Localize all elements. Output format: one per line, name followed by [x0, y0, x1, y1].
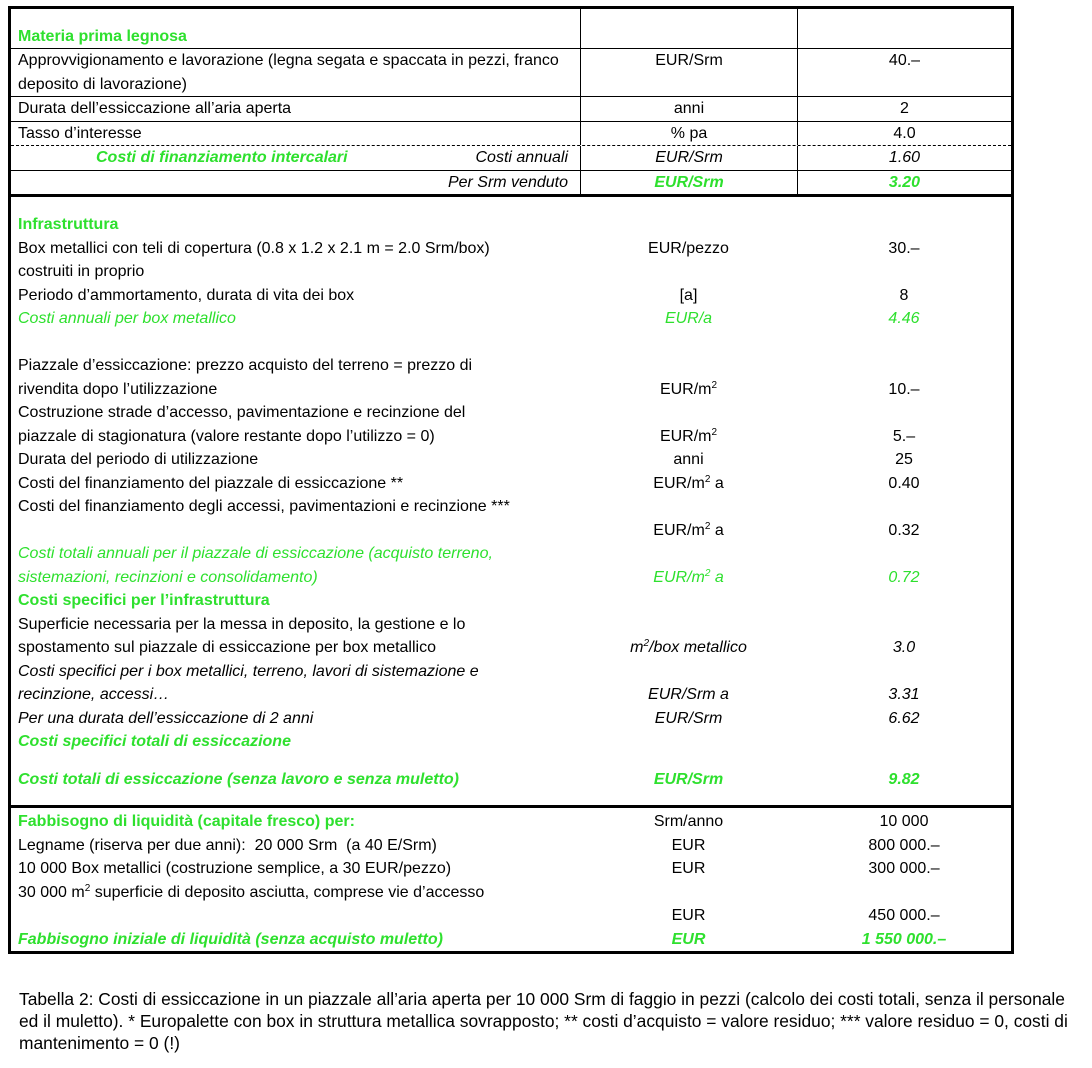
value-cell [797, 213, 1011, 237]
unit-cell [580, 495, 797, 519]
row-unit: EUR/Srm [653, 770, 724, 788]
unit-cell [580, 613, 797, 637]
row-value: 3.31 [888, 686, 920, 703]
row-value: 5.– [892, 427, 916, 445]
section-infrastructure [11, 194, 1011, 805]
row-value: 3.0 [892, 639, 916, 656]
unit-cell [580, 589, 797, 613]
table-caption: Tabella 2: Costi di essiccazione in un piazzale all’aria aperta per 10 000 Srm di faggio in pezzi (calcolo dei costi totali, senza il personale ed il muletto). * Europalette con box in struttura metallica sovrapposto; ** costi d’acquisto = valore residuo; *** valore residuo = 0, costi di mantenimento = 0 (!) [19, 989, 1068, 1053]
unit-text: EUR/m [659, 427, 712, 445]
row-unit: EUR [671, 907, 706, 924]
unit-superscript: 2 [711, 379, 718, 391]
section-heading: Infrastruttura [18, 216, 119, 233]
row-label: spostamento sul piazzale di essiccazione per box metallico [18, 639, 436, 656]
row-unit: EUR/Srm a [648, 686, 729, 703]
row-value: 450 000.– [868, 907, 940, 924]
table-row [11, 707, 1011, 731]
table-row [11, 425, 1011, 449]
table-row [11, 810, 1011, 834]
row-label: rivendita dopo l’utilizzazione [18, 380, 218, 398]
row-unit [580, 472, 797, 496]
value-cell [797, 660, 1011, 684]
section-raw-material [11, 9, 1011, 194]
row-unit: EUR/Srm [580, 146, 797, 170]
row-unit: EUR [671, 836, 706, 854]
table-row [11, 354, 1011, 378]
row-value: 3.20 [797, 171, 1011, 195]
value-cell [797, 9, 1011, 48]
unit-cell [580, 881, 797, 905]
row-label: piazzale di stagionatura (valore restante dopo l’utilizzo = 0) [18, 427, 435, 445]
row-label: Periodo d’ammortamento, durata di vita dei box [18, 286, 355, 304]
financing-label: Costi di finanziamento intercalari [96, 149, 348, 166]
annual-costs-label: Costi annuali [475, 149, 568, 166]
per-srm-sold-label: Per Srm venduto [447, 173, 568, 191]
row-unit [580, 425, 797, 449]
label-cell [11, 904, 580, 928]
table-row [11, 904, 1011, 928]
row-value: 8 [899, 286, 909, 304]
drying-costs-table [8, 6, 1014, 954]
row-label: recinzione, accessi… [18, 686, 170, 703]
unit-superscript: 2 [643, 638, 650, 649]
unit-superscript: 2 [711, 426, 718, 438]
table-row [11, 857, 1011, 881]
value-cell [797, 401, 1011, 425]
row-label: 10 000 Box metallici (costruzione semplice, a 30 EUR/pezzo) [18, 860, 452, 877]
row-label: Costi annuali per box metallico [18, 310, 236, 327]
row-unit: EUR/pezzo [648, 239, 729, 257]
subsection-heading: Costi specifici per l’infrastruttura [18, 592, 270, 609]
row-label: Costi del finanziamento degli accessi, pavimentazioni e recinzione *** [18, 498, 510, 515]
row-unit [580, 378, 797, 402]
section-liquidity [11, 805, 1011, 951]
row-value: 6.62 [888, 709, 920, 727]
row-label: Durata dell’essiccazione all’aria aperta [18, 100, 292, 117]
value-cell [797, 613, 1011, 637]
table-row [11, 566, 1011, 590]
row-value: 4.0 [797, 122, 1011, 146]
spacer [11, 331, 1011, 355]
row-unit: EUR/a [664, 310, 713, 327]
row-value: 25 [895, 451, 913, 468]
table-row [11, 660, 1011, 684]
row-unit: EUR/Srm [580, 171, 797, 195]
table-row [11, 730, 1011, 754]
row-unit: EUR [671, 860, 706, 877]
label-suffix: superficie di deposito asciutta, comprese vie d’accesso [90, 883, 485, 901]
table-row [11, 519, 1011, 543]
unit-cell [580, 260, 797, 284]
label-text: 30 000 m [18, 883, 85, 901]
table-row [11, 472, 1011, 496]
unit-cell [580, 730, 797, 754]
row-label: Costi specifici per i box metallici, terreno, lavori di sistemazione e [18, 662, 479, 680]
section-heading: Materia prima legnosa [18, 27, 187, 45]
value-cell [797, 881, 1011, 905]
unit-text: EUR/m [653, 474, 705, 492]
row-value: 4.46 [888, 310, 920, 327]
value-cell [797, 589, 1011, 613]
row-label: costruiti in proprio [18, 263, 145, 280]
row-value: 0.72 [888, 568, 920, 586]
unit-cell [580, 660, 797, 684]
row-unit: anni [580, 97, 797, 121]
table-row-header [11, 9, 1011, 48]
unit-cell [580, 354, 797, 378]
row-value: 1 550 000.– [861, 930, 947, 948]
spacer [11, 754, 1011, 768]
unit-text: EUR/m [653, 521, 705, 539]
row-label: Tasso d’interesse [18, 124, 142, 142]
row-label: Durata del periodo di utilizzazione [18, 451, 259, 468]
row-value: 2 [797, 97, 1011, 121]
unit-cell [580, 401, 797, 425]
row-value: 40.– [797, 49, 1011, 96]
row-value: 0.32 [888, 521, 920, 539]
row-unit: EUR [671, 930, 706, 948]
unit-cell [580, 213, 797, 237]
unit-superscript: 2 [704, 520, 711, 532]
table-row-grand-total [11, 768, 1011, 792]
row-label: Box metallici con teli di copertura (0.8 x 1.2 x 2.1 m = 2.0 Srm/box) [18, 239, 490, 257]
table-row [11, 284, 1011, 308]
table-row [11, 589, 1011, 613]
row-label: Costruzione strade d’accesso, pavimentazione e recinzione del [18, 404, 466, 421]
row-label: Costi totali annuali per il piazzale di essiccazione (acquisto terreno, [18, 545, 493, 562]
row-unit: Srm/anno [653, 813, 724, 830]
row-value: 0.40 [888, 474, 920, 492]
row-label: Superficie necessaria per la messa in deposito, la gestione e lo [18, 615, 466, 633]
value-cell [797, 354, 1011, 378]
label-cell [11, 519, 580, 543]
table-row [11, 448, 1011, 472]
unit-superscript: 2 [704, 567, 711, 579]
table-row [11, 378, 1011, 402]
row-label: Approvvigionamento e lavorazione (legna segata e spaccata in pezzi, franco deposito di lavorazione) [18, 52, 559, 93]
unit-suffix: a [710, 521, 724, 539]
label-superscript: 2 [84, 882, 91, 894]
row-unit [580, 566, 797, 590]
row-label: sistemazioni, recinzioni e consolidamento) [18, 568, 318, 586]
table-row [11, 401, 1011, 425]
unit-superscript: 2 [704, 473, 711, 485]
table-row [11, 96, 1011, 121]
section-heading: Fabbisogno di liquidità (capitale fresco) per: [18, 813, 355, 830]
row-unit: [a] [679, 286, 698, 304]
row-value: 800 000.– [868, 836, 940, 854]
value-cell [797, 730, 1011, 754]
value-cell [797, 542, 1011, 566]
table-row-financing-sold [11, 170, 1011, 195]
table-row [11, 260, 1011, 284]
unit-text: m [630, 639, 644, 656]
unit-cell [580, 9, 797, 48]
row-label: Legname (riserva per due anni): 20 000 Srm (a 40 E/Srm) [18, 836, 437, 854]
row-unit [580, 519, 797, 543]
table-row [11, 636, 1011, 660]
table-row [11, 495, 1011, 519]
table-row [11, 307, 1011, 331]
table-row [11, 542, 1011, 566]
unit-suffix: a [710, 568, 724, 586]
subsection-heading: Costi specifici totali di essiccazione [18, 733, 291, 750]
table-row [11, 613, 1011, 637]
unit-text: EUR/m [659, 380, 712, 398]
value-cell [797, 495, 1011, 519]
row-unit: anni [673, 451, 704, 468]
row-unit: EUR/Srm [654, 709, 723, 727]
row-label [11, 881, 580, 905]
unit-suffix: /box metallico [649, 639, 747, 656]
row-label: Piazzale d’essiccazione: prezzo acquisto del terreno = prezzo di [18, 357, 473, 374]
row-value: 1.60 [797, 146, 1011, 170]
unit-suffix: a [710, 474, 724, 492]
row-value: 300 000.– [868, 860, 940, 877]
table-row [11, 881, 1011, 905]
row-label: Costi del finanziamento del piazzale di essiccazione ** [18, 474, 404, 492]
table-row [11, 213, 1011, 237]
table-row [11, 683, 1011, 707]
table-row [11, 48, 1011, 96]
unit-text: EUR/m [653, 568, 705, 586]
row-label: Fabbisogno iniziale di liquidità (senza acquisto muletto) [18, 930, 443, 948]
row-label: Per una durata dell’essiccazione di 2 anni [18, 709, 314, 727]
row-label [11, 146, 580, 170]
row-value: 10 000 [879, 813, 929, 830]
row-unit: % pa [580, 122, 797, 146]
row-unit [580, 636, 797, 660]
row-value: 30.– [888, 239, 920, 257]
row-label: Costi totali di essiccazione (senza lavoro e senza muletto) [18, 770, 460, 788]
row-value: 10.– [888, 380, 920, 398]
table-row [11, 834, 1011, 858]
unit-cell [580, 542, 797, 566]
row-value: 9.82 [888, 770, 920, 788]
table-row-total [11, 928, 1011, 952]
table-row [11, 121, 1011, 146]
row-unit: EUR/Srm [580, 49, 797, 96]
value-cell [797, 260, 1011, 284]
table-row [11, 237, 1011, 261]
table-row-financing-annual [11, 145, 1011, 170]
